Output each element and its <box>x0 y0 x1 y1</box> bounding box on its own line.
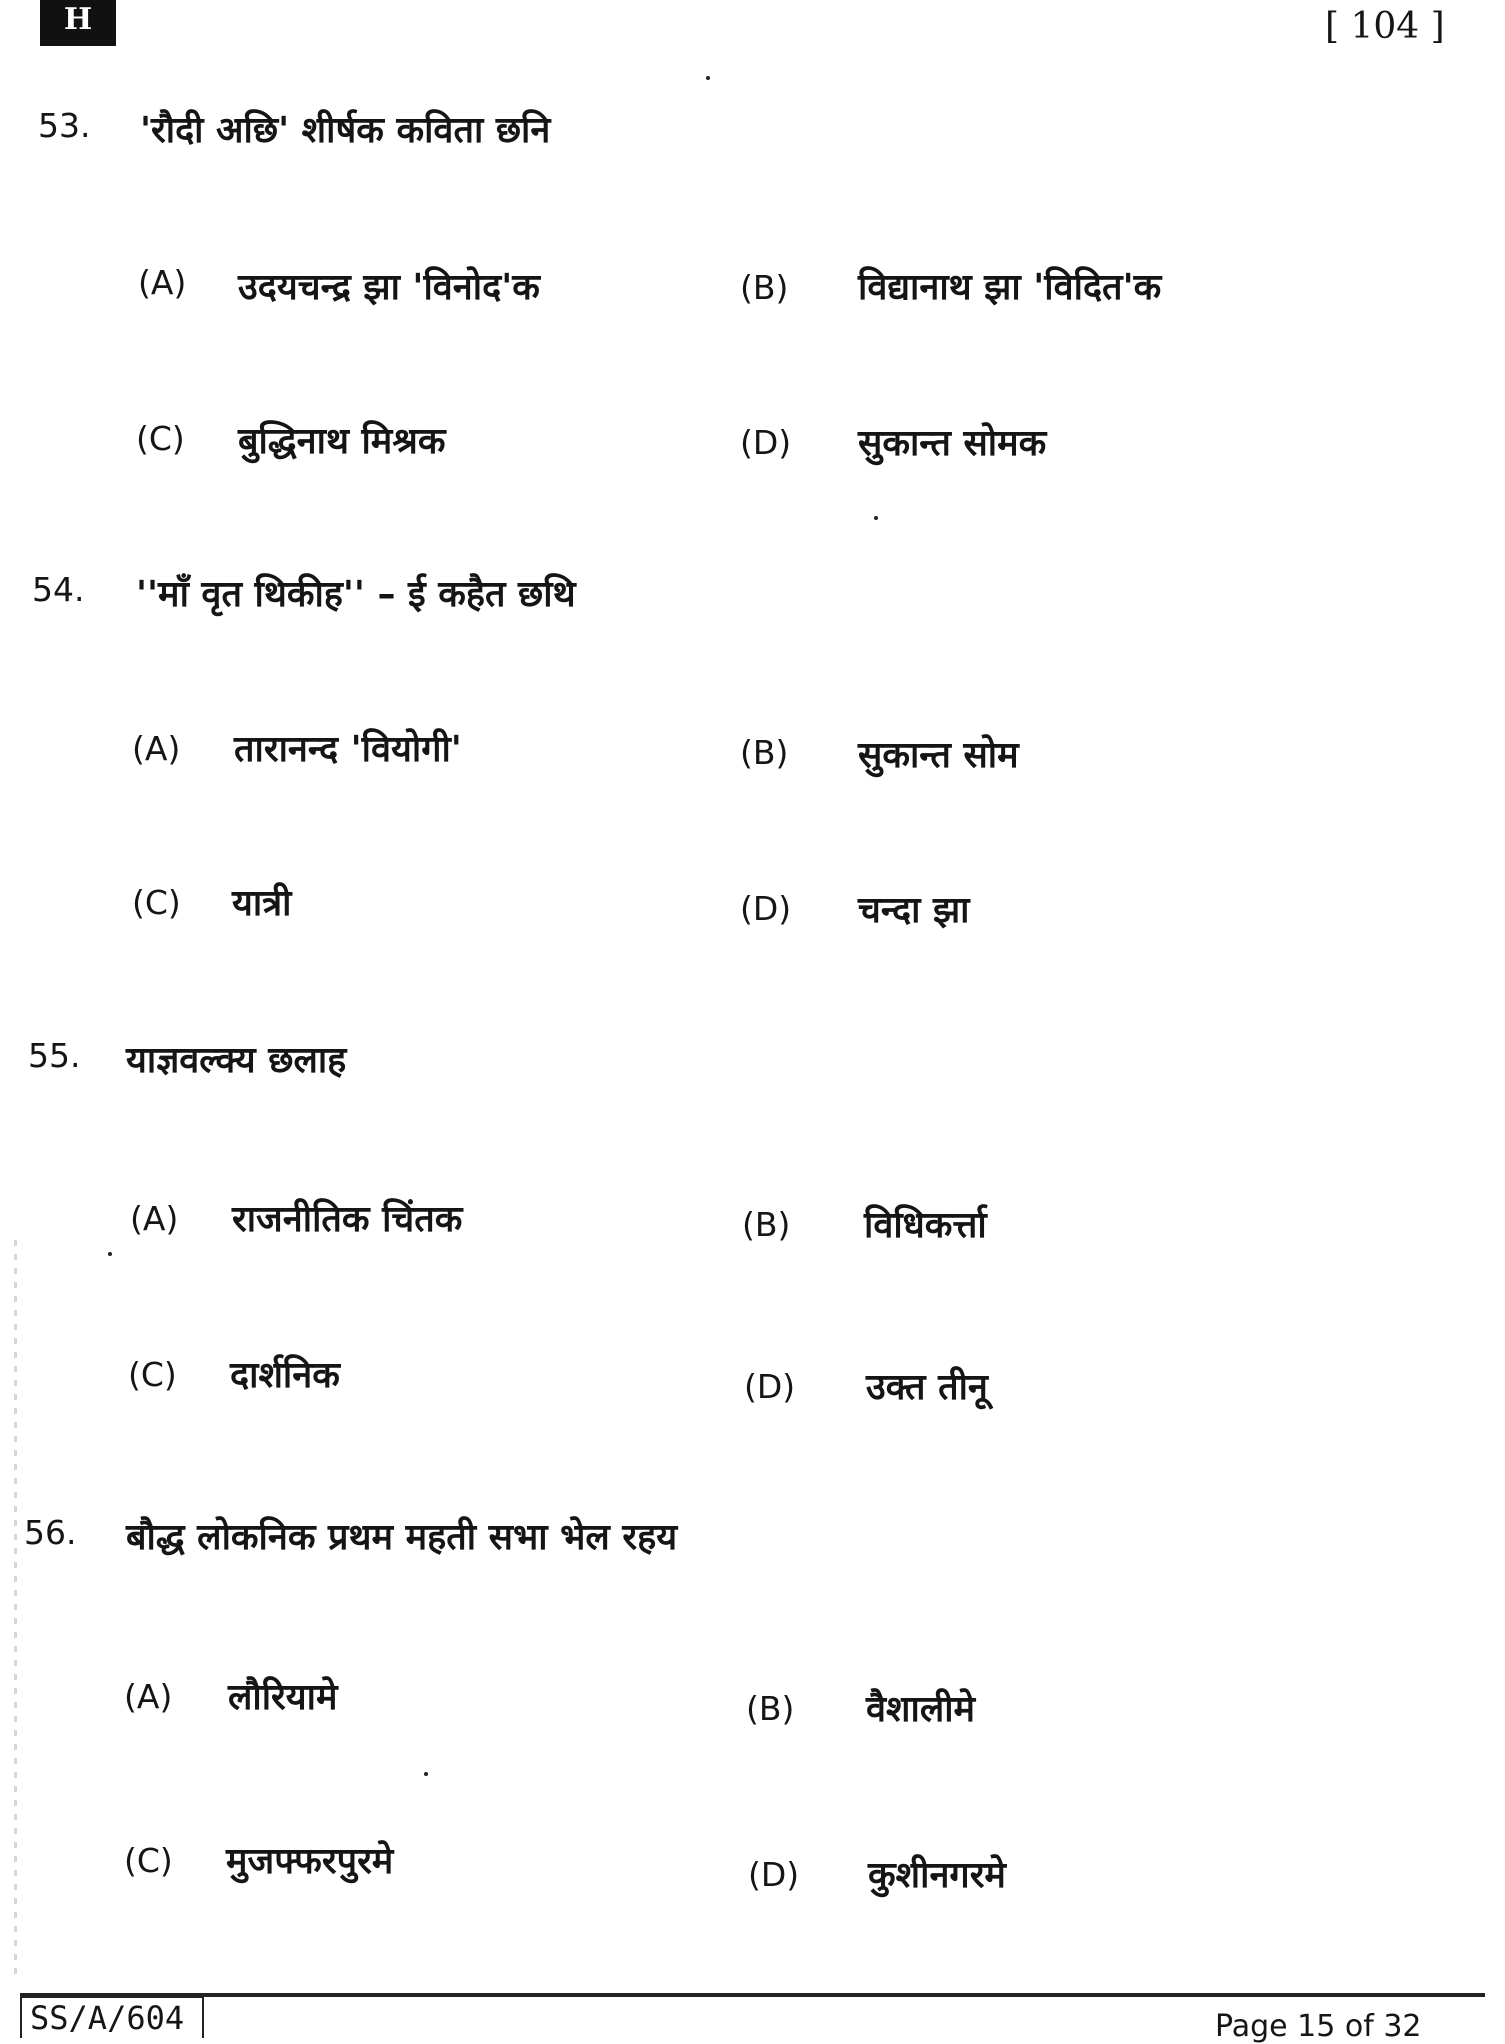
question-53-option-c-text: बुद्धिनाथ मिश्रक <box>238 421 446 462</box>
question-53-option-a-text: उदयचन्द्र झा 'विनोद'क <box>238 267 540 308</box>
question-54-option-c-text: यात्री <box>232 883 292 924</box>
question-56-option-b-label: (B) <box>746 1689 795 1728</box>
question-54-option-c-label: (C) <box>132 883 181 922</box>
question-53-number: 53. <box>38 106 91 145</box>
scan-speck <box>108 1252 112 1256</box>
question-54-text: ''माँ वृत थिकीह'' – ई कहैत छथि <box>136 574 576 615</box>
question-54-option-b-label: (B) <box>740 733 789 772</box>
scan-speck <box>424 1772 428 1776</box>
footer-page-count: Page 15 of 32 <box>1215 2009 1422 2044</box>
question-55-option-c-text: दार्शनिक <box>230 1355 340 1396</box>
scan-speck <box>874 516 878 520</box>
question-55-option-a-label: (A) <box>130 1199 179 1238</box>
question-53-text: 'रौदी अछि' शीर्षक कविता छनि <box>140 110 551 151</box>
question-56-option-c-text: मुजफ्फरपुरमे <box>226 1841 394 1882</box>
question-54-option-a-label: (A) <box>132 729 181 768</box>
footer-rule <box>20 1993 1485 1997</box>
question-55-text: याज्ञवल्क्य छलाह <box>126 1040 347 1081</box>
question-53-option-a-label: (A) <box>138 263 187 302</box>
question-54-option-b-text: सुकान्त सोम <box>858 735 1019 776</box>
question-53-option-c-label: (C) <box>136 419 185 458</box>
question-55-option-c-label: (C) <box>128 1355 177 1394</box>
question-56-option-b-text: वैशालीमे <box>866 1689 976 1730</box>
question-55-option-b-label: (B) <box>742 1205 791 1244</box>
scan-edge <box>14 1240 17 1980</box>
question-53-option-d-text: सुकान्त सोमक <box>858 423 1047 464</box>
question-56-text: बौद्ध लोकनिक प्रथम महती सभा भेल रहय <box>126 1517 678 1558</box>
question-54-option-d-label: (D) <box>740 889 792 928</box>
question-54-option-d-text: चन्दा झा <box>858 890 970 931</box>
question-56-option-c-label: (C) <box>124 1841 173 1880</box>
question-55-option-d-text: उक्त तीनू <box>866 1367 988 1408</box>
question-55-option-d-label: (D) <box>744 1367 796 1406</box>
scan-speck <box>706 76 710 80</box>
page-number: [ 104 ] <box>1325 6 1445 47</box>
booklet-series-badge: H <box>40 0 116 46</box>
question-53-option-b-label: (B) <box>740 268 789 307</box>
question-53-option-d-label: (D) <box>740 423 792 462</box>
question-56-option-a-label: (A) <box>124 1677 173 1716</box>
question-56-option-d-label: (D) <box>748 1855 800 1894</box>
question-55-number: 55. <box>28 1036 81 1075</box>
question-55-option-a-text: राजनीतिक चिंतक <box>232 1199 463 1240</box>
paper-code: SS/A/604 <box>20 1996 204 2038</box>
question-53-option-b-text: विद्यानाथ झा 'विदित'क <box>858 267 1162 308</box>
question-54-number: 54. <box>32 570 85 609</box>
question-56-option-a-text: लौरियामे <box>228 1677 338 1718</box>
question-56-option-d-text: कुशीनगरमे <box>868 1855 1006 1896</box>
question-56-number: 56. <box>24 1513 77 1552</box>
question-55-option-b-text: विधिकर्त्ता <box>864 1205 987 1246</box>
question-54-option-a-text: तारानन्द 'वियोगी' <box>234 729 462 770</box>
